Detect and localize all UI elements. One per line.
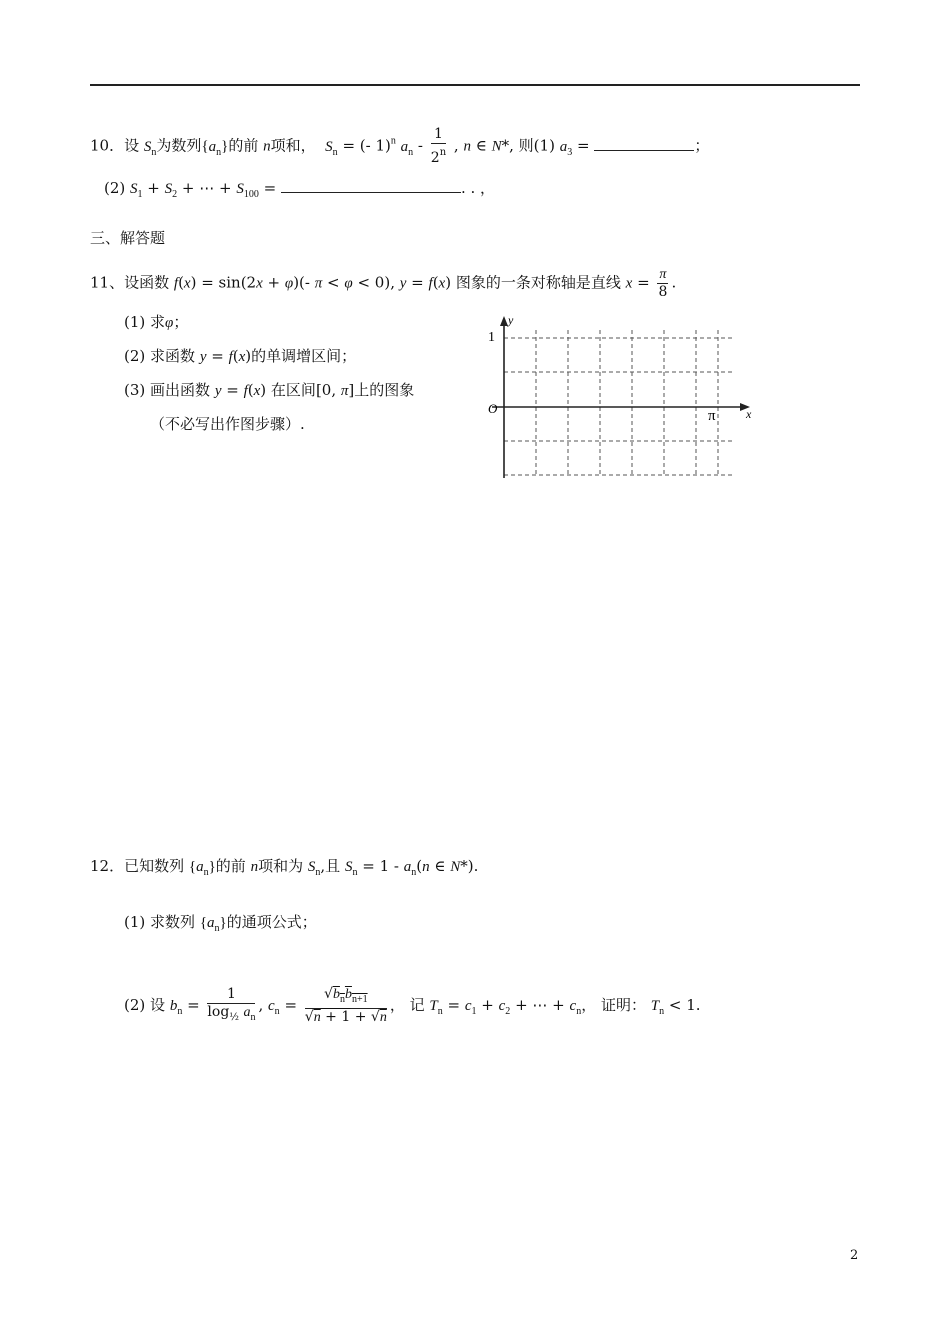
question-10-line-2: (2) $S_1 + S_2$ + ⋯ + $S_{100}$ = . . ， — [104, 179, 496, 200]
coordinate-grid — [478, 310, 758, 482]
y-axis-label: y — [508, 313, 514, 327]
y-tick-label: 1 — [488, 330, 495, 345]
question-10-line-1: 10．设 $S_n$为数列$\{a_n\}$的前 n项和， $S_n$ = (- 1)$^n$ $a_n$ - $\frac{1}{2^n}$ , n ∈ N*, 则(1) $a_3$ = ； — [90, 126, 710, 166]
page-number: 2 — [850, 1248, 859, 1263]
question-12-part-2: (2) 设 $b_n$ = $\frac{1}{\log_{\frac{1}{2}} a_n}$ , $c_n$ = $\frac{√b_nb_{n+1}}{√n + 1 + √n}$ ， 记 $T_n = c_1 + c_2$ + ⋯ + $c_n$， 证明： $T_n < 1$. — [124, 986, 701, 1025]
question-12-part-1: (1) 求数列 $\{a_n\}$的通项公式； — [124, 913, 317, 934]
grid-lines — [504, 330, 734, 475]
x-tick-label: π — [708, 408, 716, 424]
question-11-part-1: (1) 求φ； — [124, 313, 189, 331]
question-11-line-1: 11、设函数 f(x) = sin(2x + φ)(- π < φ < 0), y = f(x) 图象的一条对称轴是直线 x = $\frac{\pi}{8}$ . — [90, 267, 677, 300]
question-11-part-3: (3) 画出函数 y = f(x) 在区间[0, π]上的图象 — [124, 381, 415, 399]
origin-label: O — [488, 401, 498, 416]
question-11-part-3-note: （不必写出作图步骤）. — [150, 415, 305, 433]
header-rule — [90, 84, 860, 86]
y-axis-arrow — [500, 316, 508, 326]
section-heading: 三、解答题 — [90, 229, 166, 247]
x-axis-label: x — [746, 407, 752, 421]
question-12-line-1: 12．已知数列 $\{a_n\}$的前 n项和为 $S_n$,且 $S_n = 1 - a_n(n$ ∈ N*). — [90, 857, 479, 878]
question-11-part-2: (2) 求函数 y = f(x)的单调增区间； — [124, 347, 357, 365]
